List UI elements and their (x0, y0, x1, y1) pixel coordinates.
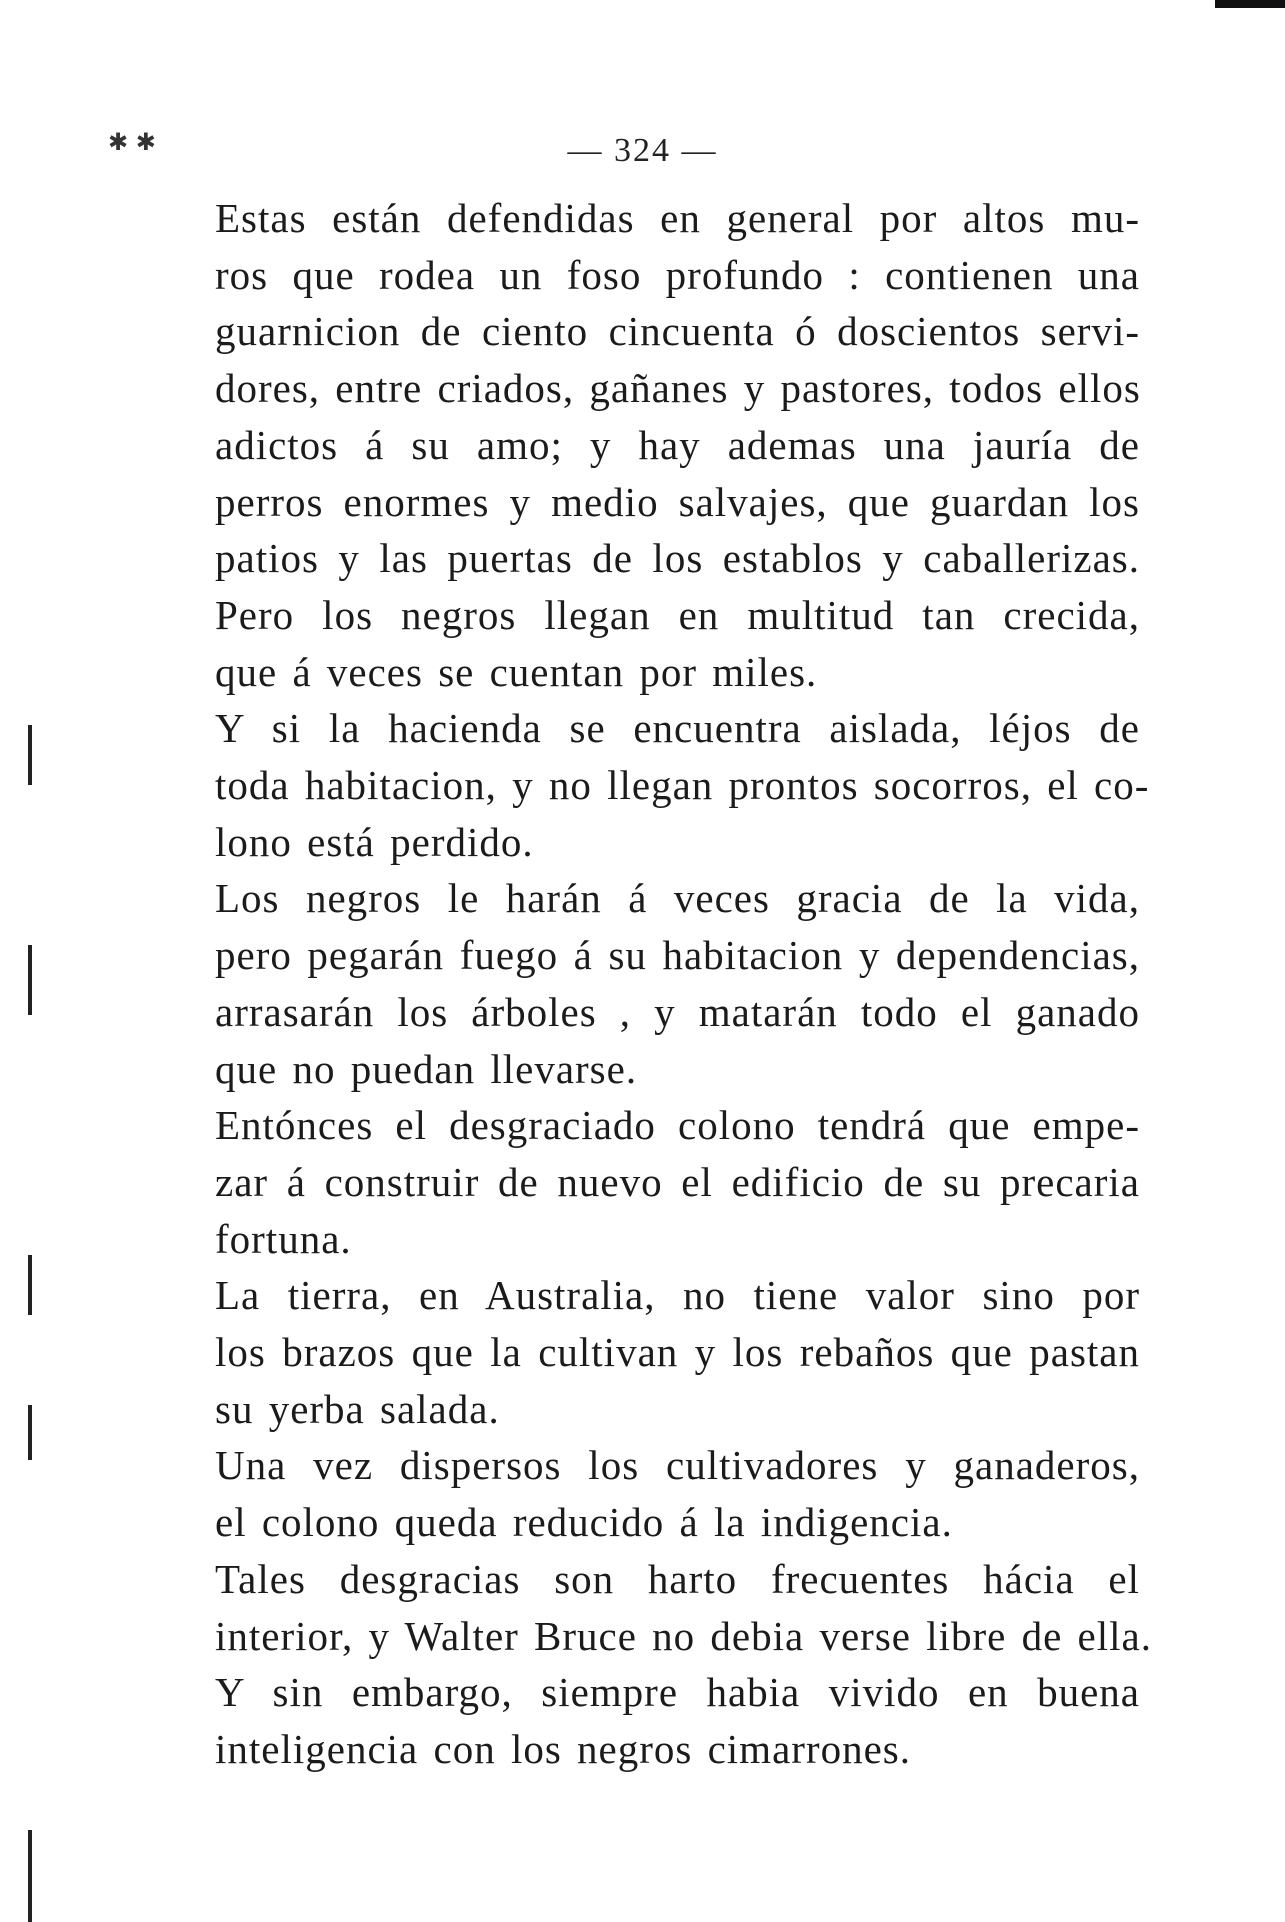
text-line: Y sin embargo, siempre habia vivido en buena (215, 1669, 1140, 1716)
text-line: interior, y Walter Bruce no debia verse libre de ella. (215, 1612, 1152, 1659)
text-line: pero pegarán fuego á su habitacion y dependencias, (215, 932, 1140, 979)
text-line: toda habitacion, y no llegan prontos socorros, el co- (215, 762, 1150, 809)
text-line: arrasarán los árboles , y matarán todo el ganado (215, 988, 1140, 1035)
text-line: Tales desgracias son harto frecuentes hácia el (215, 1555, 1140, 1602)
text-line: Estas están defendidas en general por altos mu- (215, 195, 1140, 241)
text-line: que no puedan llevarse. (215, 1045, 638, 1092)
text-line: el colono queda reducido á la indigencia. (215, 1499, 953, 1546)
text-line: zar á construir de nuevo el edificio de su precaria (215, 1158, 1140, 1205)
text-line: que á veces se cuentan por miles. (215, 648, 818, 695)
binding-mark (28, 945, 32, 1015)
top-edge-rule (1215, 0, 1285, 8)
text-line: su yerba salada. (215, 1385, 500, 1432)
text-line: los brazos que la cultivan y los rebaños que pastan (215, 1329, 1140, 1376)
text-line: Entónces el desgraciado colono tendrá que empe- (215, 1102, 1140, 1149)
text-line: perros enormes y medio salvajes, que guardan los (215, 478, 1140, 525)
corner-smudge-mark: ✱ ✱ (108, 128, 156, 156)
text-line: Pero los negros llegan en multitud tan crecida, (215, 591, 1140, 638)
text-line: Y si la hacienda se encuentra aislada, léjos de (215, 705, 1140, 752)
page-number: — 324 — (567, 132, 718, 169)
text-line: dores, entre criados, gañanes y pastores, todos ellos (215, 365, 1141, 412)
text-line: patios y las puertas de los establos y caballerizas. (215, 535, 1140, 582)
binding-mark (28, 1255, 32, 1315)
binding-mark (28, 1830, 32, 1922)
body-text (215, 190, 1152, 1778)
text-line: La tierra, en Australia, no tiene valor sino por (215, 1272, 1140, 1319)
binding-mark (28, 725, 32, 785)
binding-mark (28, 1405, 32, 1460)
text-line: ros que rodea un foso profundo : contienen una (215, 251, 1140, 298)
text-line: Los negros le harán á veces gracia de la vida, (215, 875, 1140, 922)
text-line: fortuna. (215, 1215, 352, 1262)
text-line: guarnicion de ciento cincuenta ó doscientos servi- (215, 308, 1140, 355)
text-line: lono está perdido. (215, 818, 534, 865)
text-line: inteligencia con los negros cimarrones. (215, 1725, 911, 1772)
text-line: adictos á su amo; y hay ademas una jauría de (215, 421, 1140, 468)
text-line: Una vez dispersos los cultivadores y ganaderos, (215, 1442, 1140, 1489)
